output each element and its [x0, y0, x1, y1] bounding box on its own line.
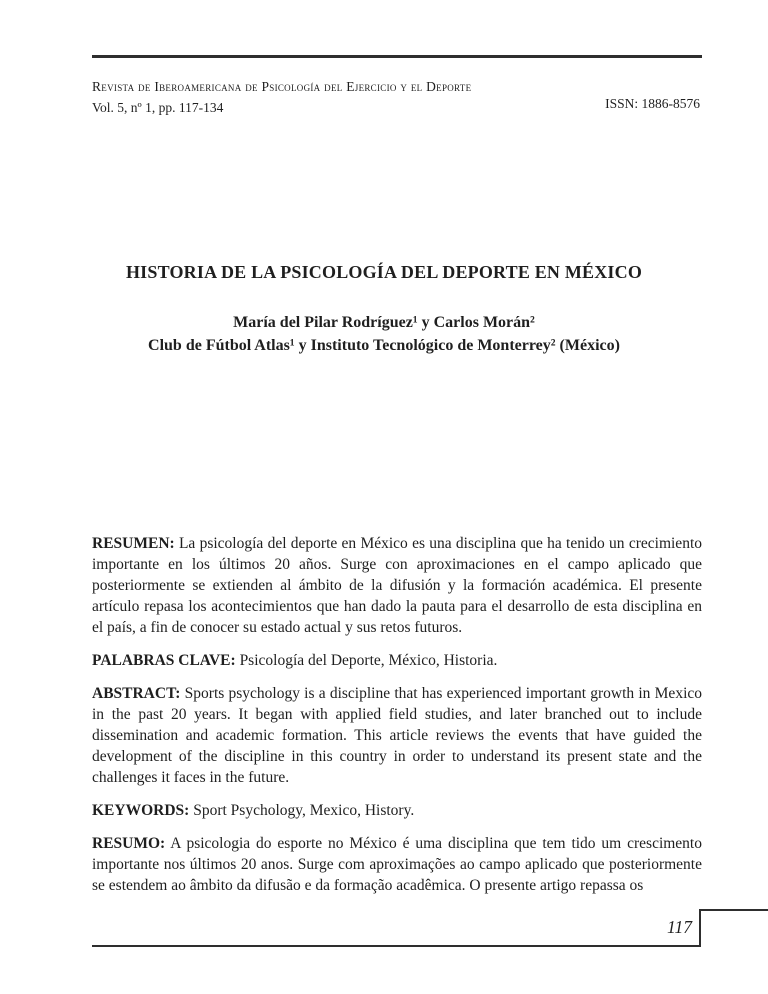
issn-label: ISSN: 1886-8576: [605, 96, 700, 111]
page-number: 117: [667, 917, 692, 937]
journal-name: Revista de Iberoamericana de Psicología del Ejercicio y el Deporte: [92, 79, 472, 94]
volume-info: Vol. 5, nº 1, pp. 117-134: [92, 100, 224, 115]
section-palabras-clave-label: PALABRAS CLAVE:: [92, 652, 236, 669]
affiliations-line: Club de Fútbol Atlas¹ y Instituto Tecnológico de Monterrey² (México): [148, 337, 620, 354]
header-rule: [92, 55, 702, 58]
article-title: HISTORIA DE LA PSICOLOGÍA DEL DEPORTE EN MÉXICO: [125, 262, 643, 282]
section-keywords-label: KEYWORDS:: [92, 802, 190, 819]
section-abstract: [92, 683, 702, 788]
footer-rule-step: [699, 909, 701, 947]
section-resumen-text: La psicología del deporte en México es una disciplina que ha tenido un crecimiento importante en los últimos 20 años. Surge con aproximaciones en el campo aplicado que posteriormente se extienden al ámbito de la difusión y la formación académica. El presente artículo repasa los acontecimientos que han dado la pauta para el desarrollo de esta disciplina en el país, a fin de conocer su estado actual y sus retos futuros.: [92, 535, 702, 636]
section-abstract-text: Sports psychology is a discipline that has experienced important growth in Mexico in the past 20 years. It began with applied field studies, and later branched out to include dissemination and academic formation. This article reviews the events that have guided the development of the discipline in this country in order to understand its present state and the challenges it faces in the future.: [92, 685, 703, 786]
authors-line: María del Pilar Rodríguez¹ y Carlos Morán²: [233, 314, 535, 331]
section-abstract-label: ABSTRACT:: [92, 685, 181, 702]
authors-block: [79, 311, 689, 357]
article-abstract-body: [92, 533, 702, 908]
section-resumen: [92, 533, 702, 638]
footer-rule-right: [699, 909, 768, 911]
section-keywords-text: Sport Psychology, Mexico, History.: [193, 802, 415, 819]
section-resumo-label: RESUMO:: [92, 835, 166, 852]
footer-rule-left: [92, 945, 701, 947]
journal-header: [92, 79, 572, 116]
section-resumo: [92, 833, 702, 896]
section-resumen-label: RESUMEN:: [92, 535, 175, 552]
section-resumo-text: A psicologia do esporte no México é uma disciplina que tem tido um crescimento importante nos últimos 20 anos. Surge com aproximações ao campo aplicado que posteriormente se estendem ao âmbito da difusão e da formação acadêmica. O presente artigo repassa os: [92, 835, 702, 894]
section-palabras-clave: [92, 650, 702, 671]
section-keywords: [92, 800, 702, 821]
section-palabras-clave-text: Psicología del Deporte, México, Historia.: [239, 652, 498, 669]
